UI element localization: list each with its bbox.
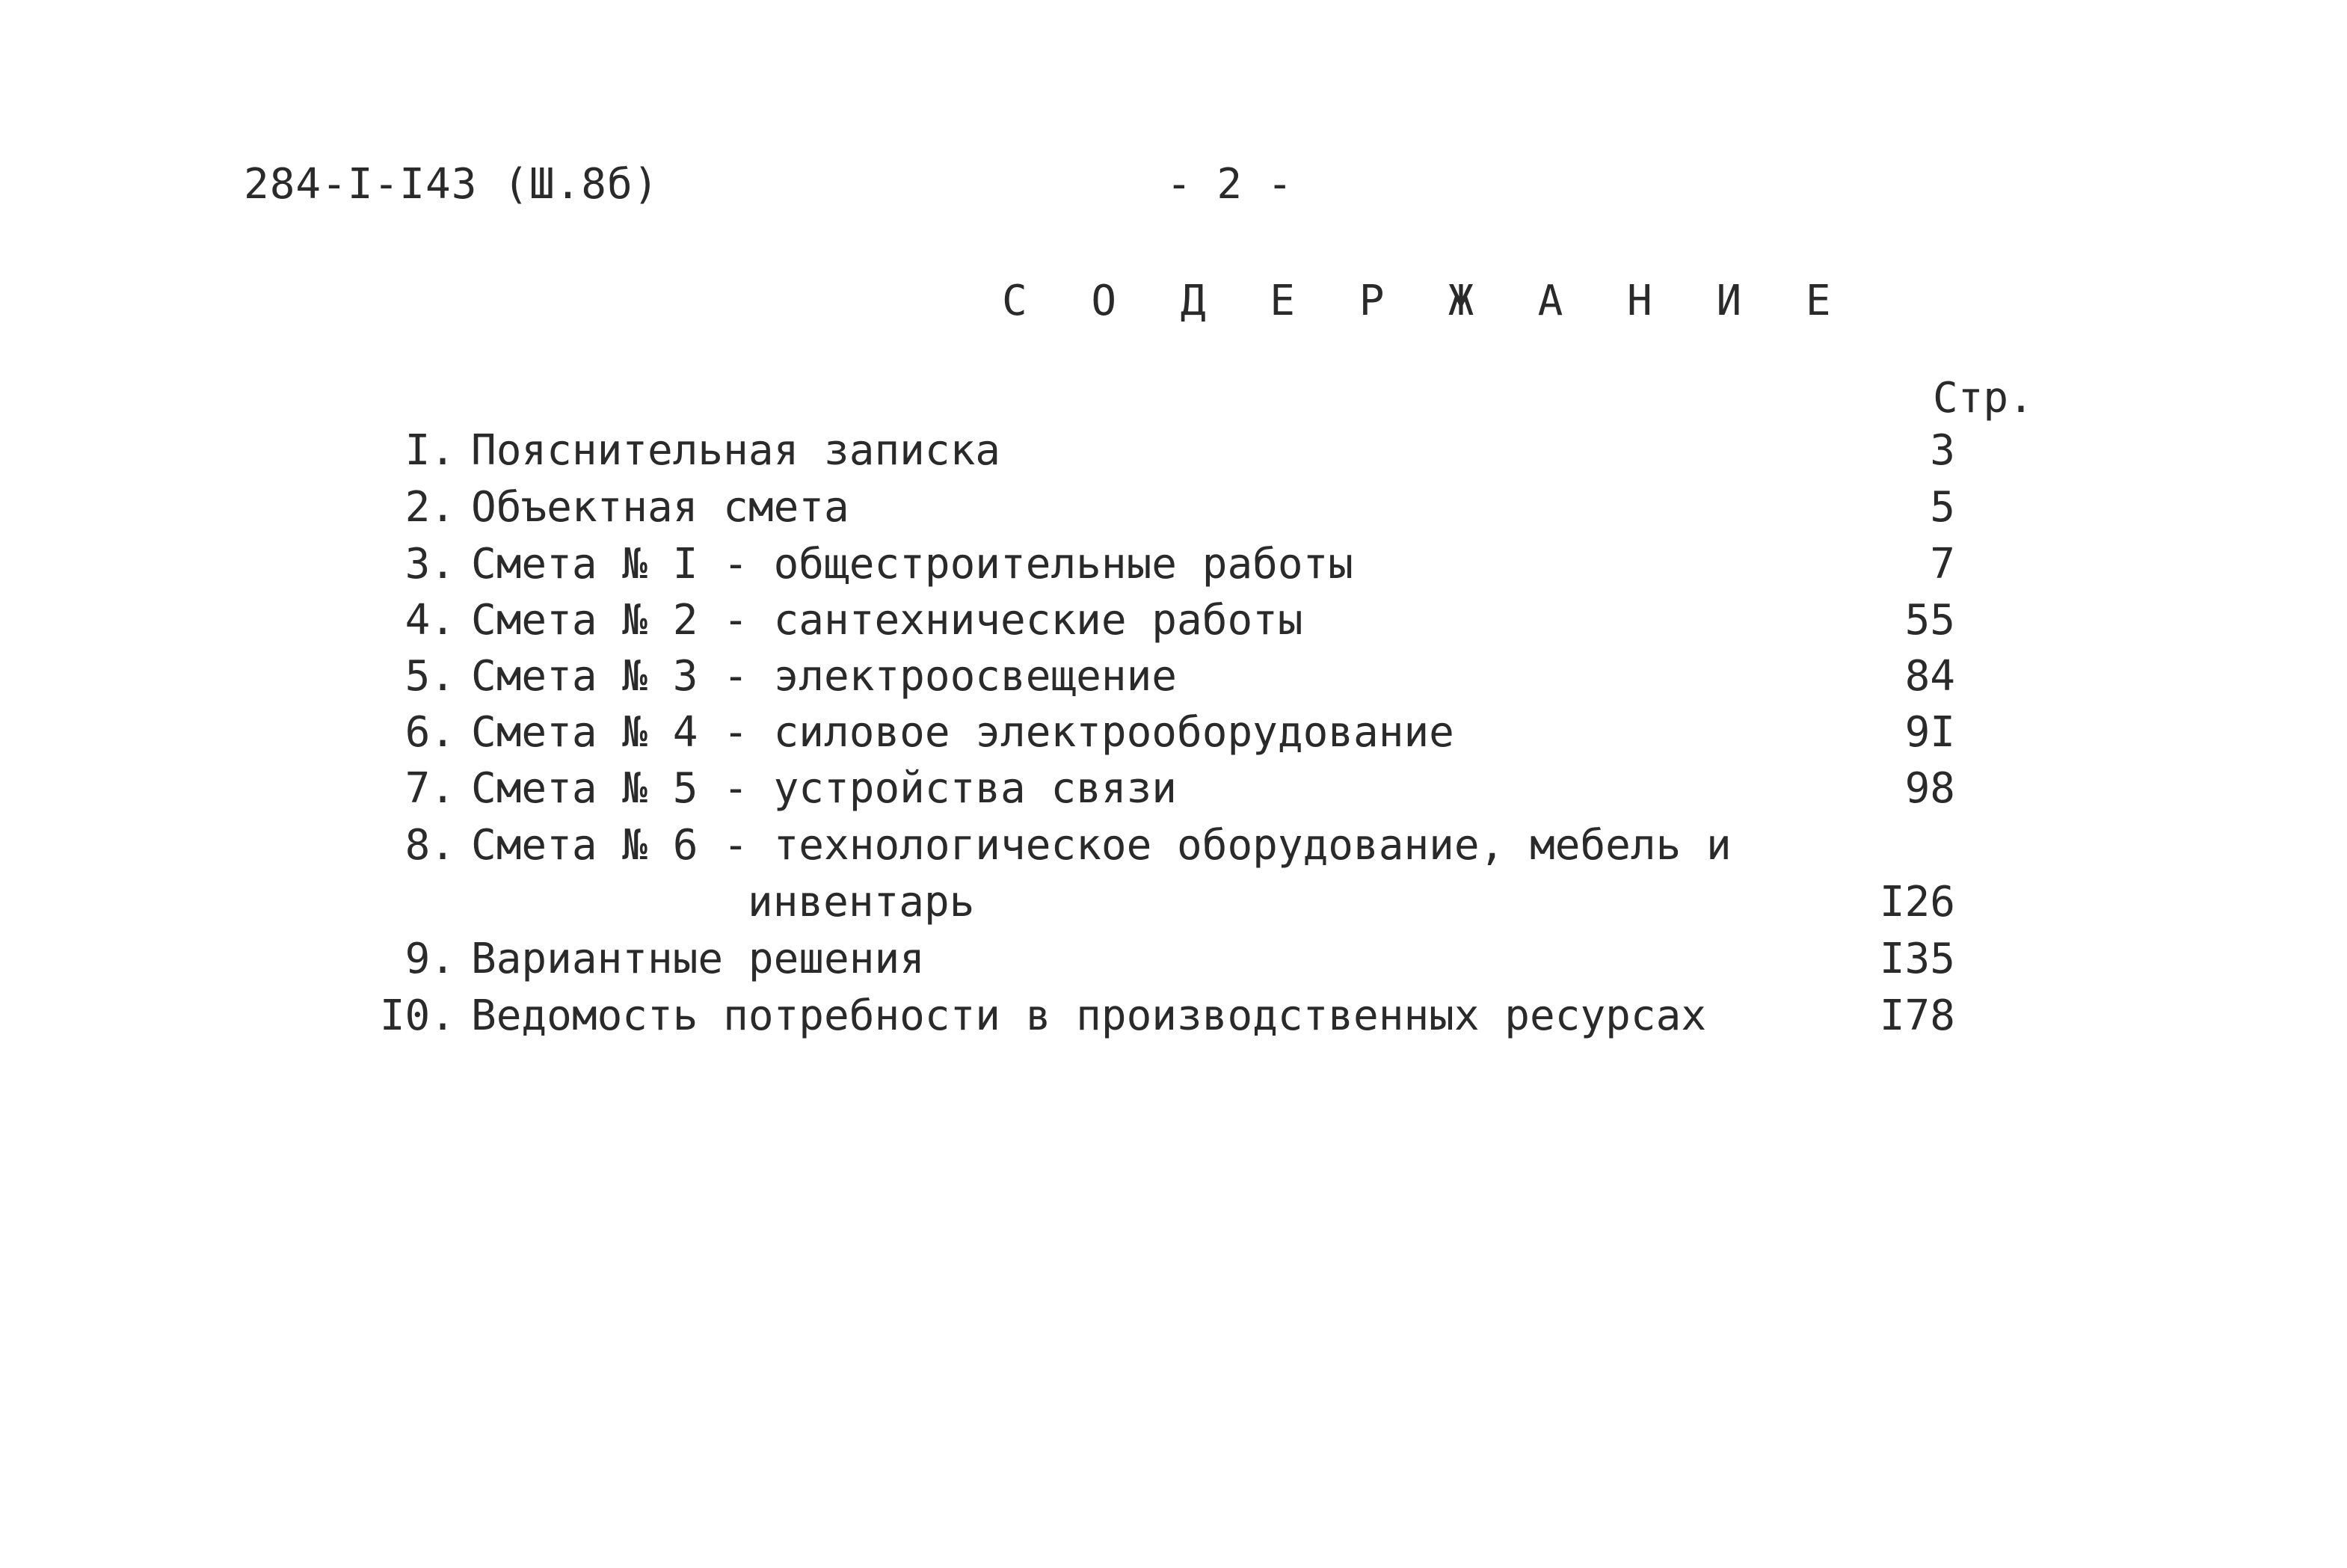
- page-number: - 2 -: [1166, 160, 1293, 209]
- toc-item-title: Смета № 3 - электроосвещение: [471, 652, 1178, 701]
- toc-item-page: 5: [1930, 483, 1955, 532]
- toc-item-number: I0.: [379, 991, 455, 1040]
- toc-item-title: Пояснительная записка: [471, 426, 1001, 475]
- toc-item-title: Ведомость потребности в производственных ресурсах: [471, 991, 1707, 1040]
- toc-item-page: I35: [1879, 935, 1955, 983]
- toc-item-number: 5.: [405, 652, 455, 701]
- toc-item-page: 98: [1904, 764, 1955, 813]
- page-column-header: Стр.: [1933, 374, 2034, 422]
- toc-item-number: 9.: [405, 935, 455, 983]
- toc-item-number: I.: [405, 426, 455, 475]
- toc-row: [0, 991, 2347, 1048]
- toc-item-number: 3.: [405, 540, 455, 588]
- toc-row: [0, 935, 2347, 991]
- toc-row: [0, 596, 2347, 653]
- toc-item-page: 3: [1930, 426, 1955, 475]
- toc-row: [0, 540, 2347, 597]
- toc-row: [0, 708, 2347, 765]
- toc-item-title: Вариантные решения: [471, 935, 925, 983]
- toc-row: [0, 483, 2347, 540]
- toc-title: С О Д Е Р Ж А Н И Е: [1002, 277, 1851, 325]
- toc-row: [0, 764, 2347, 821]
- toc-item-title: Смета № 5 - устройства связи: [471, 764, 1178, 813]
- toc-row: [0, 426, 2347, 483]
- toc-item-page: I78: [1879, 991, 1955, 1040]
- toc-item-page: I26: [1879, 878, 1955, 926]
- toc-item-number: 4.: [405, 596, 455, 645]
- toc-item-number: 7.: [405, 764, 455, 813]
- toc-item-title: Смета № 2 - сантехнические работы: [471, 596, 1303, 645]
- toc-item-number: 8.: [405, 821, 455, 870]
- document-code: 284-I-I43 (Ш.8б): [244, 160, 659, 209]
- toc-item-number: 6.: [405, 708, 455, 757]
- toc-item-title: Смета № I - общестроительные работы: [471, 540, 1354, 588]
- toc-item-page: 9I: [1904, 708, 1955, 757]
- toc-item-page: 7: [1930, 540, 1955, 588]
- toc-item-title: Объектная смета: [471, 483, 849, 532]
- toc-item-page: 55: [1904, 596, 1955, 645]
- toc-item-title: Смета № 6 - технологическое оборудование, мебель и: [471, 821, 1732, 870]
- toc-item-title: Смета № 4 - силовое электрооборудование: [471, 708, 1454, 757]
- toc-item-title-continuation: инвентарь: [748, 878, 975, 926]
- toc-item-page: 84: [1904, 652, 1955, 701]
- toc-row: [0, 821, 2347, 935]
- toc-item-number: 2.: [405, 483, 455, 532]
- toc-row: [0, 652, 2347, 709]
